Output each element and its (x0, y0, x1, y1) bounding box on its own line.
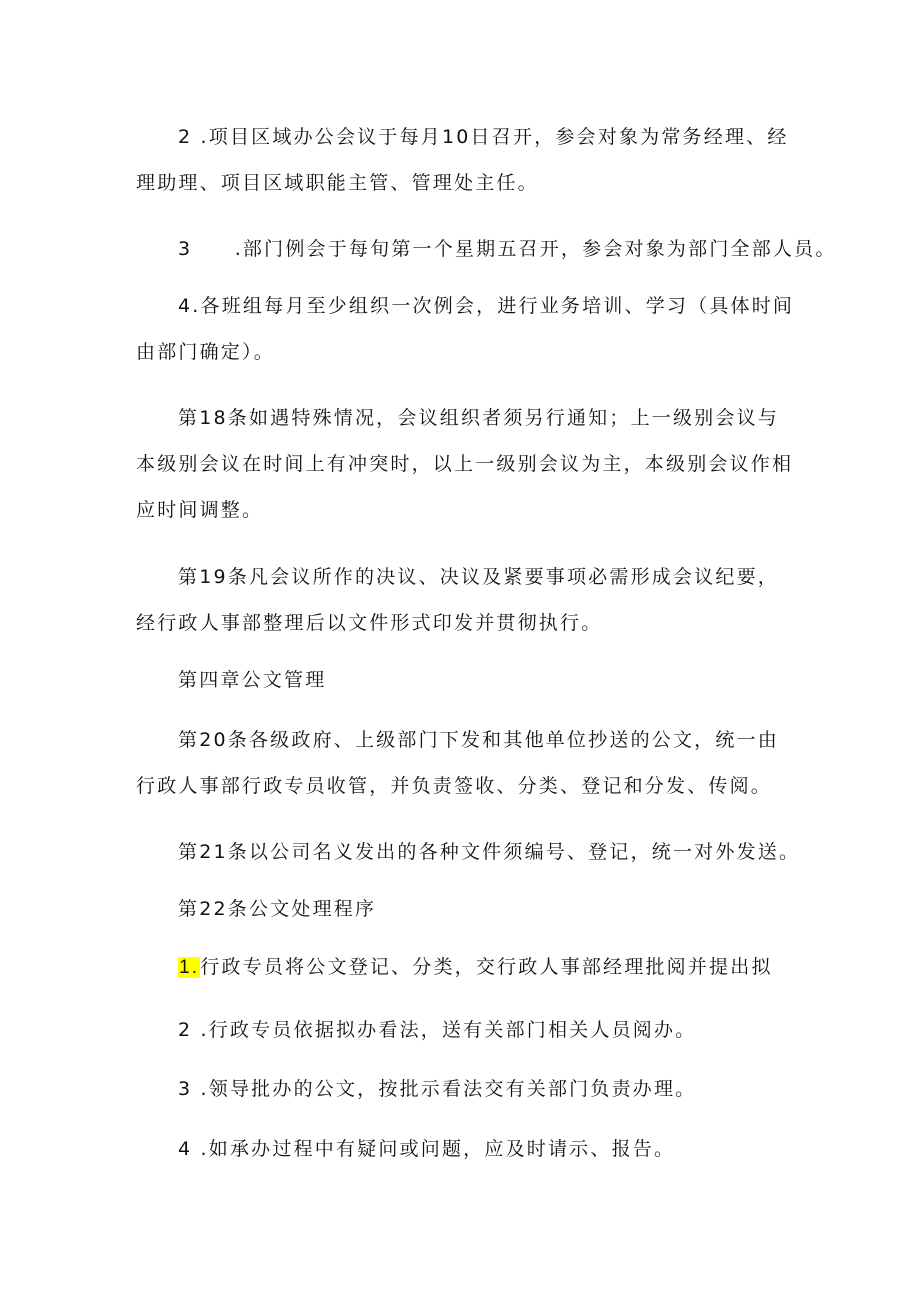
highlighted-item-text: 行政专员将公文登记、分类，交行政人事部经理批阅并提出拟 (200, 956, 773, 978)
paragraph-article-19: 第19条凡会议所作的决议、决议及紧要事项必需形成会议纪要，经行政人事部整理后以文件形式印发并贯彻执行。 (136, 566, 779, 634)
list-item-4: 4 .如承办过程中有疑问或问题，应及时请示、报告。 (178, 1138, 676, 1160)
list-item-2: 2 .行政专员依据拟办看法，送有关部门相关人员阅办。 (178, 1019, 697, 1041)
paragraph-department-meeting: 3 .部门例会于每旬第一个星期五召开，参会对象为部门全部人员。 (178, 238, 837, 260)
paragraph-article-20: 第20条各级政府、上级部门下发和其他单位抄送的公文，统一由行政人事部行政专员收管，并负责签收、分类、登记和分发、传阅。 (136, 729, 779, 797)
paragraph-regional-meeting: 2 .项目区域办公会议于每月10日召开，参会对象为常务经理、经理助理、项目区域职能主管、管理处主任。 (136, 126, 789, 194)
paragraph-article-22: 第22条公文处理程序 (178, 898, 377, 920)
chapter-heading-document-management: 第四章公文管理 (178, 669, 327, 691)
paragraph-article-18: 第18条如遇特殊情况，会议组织者须另行通知；上一级别会议与本级别会议在时间上有冲突时，以上一级别会议为主，本级别会议作相应时间调整。 (136, 407, 794, 521)
list-item-highlighted (136, 944, 800, 991)
highlighted-number: 1. (179, 957, 200, 978)
list-item-3: 3 .领导批办的公文，按批示看法交有关部门负责办理。 (178, 1078, 697, 1100)
paragraph-article-21: 第21条以公司名义发出的各种文件须编号、登记，统一对外发送。 (178, 841, 801, 863)
paragraph-team-meeting: 4.各班组每月至少组织一次例会，进行业务培训、学习（具体时间由部门确定）。 (136, 295, 795, 363)
